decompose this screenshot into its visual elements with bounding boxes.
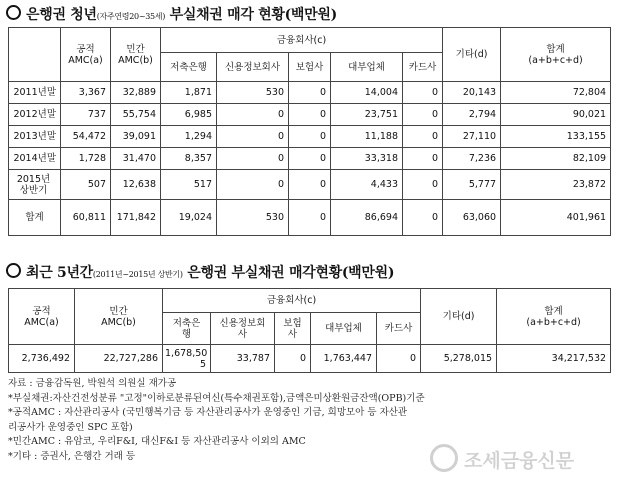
section1-table [8,27,611,236]
cell-public-amc: 3,367 [61,82,111,104]
cell-insurance: 0 [275,345,311,373]
source-note: 자료 : 금융감독원, 박원석 의원실 재가공 [8,378,177,389]
cell-insurance: 0 [289,148,331,170]
cell-public-amc: 2,736,492 [9,345,75,373]
cell-savings-bank: 19,024 [161,200,217,236]
table-row [9,170,611,200]
cell-lender: 86,694 [331,200,403,236]
header-card: 카드사 [377,313,421,345]
cell-insurance: 0 [289,82,331,104]
cell-total: 133,155 [501,126,611,148]
cell-insurance: 0 [289,126,331,148]
footnote: 리공사가 운영중인 SPC 포함) [8,421,133,433]
footnote: *부실채권:자산건전성분류 "고정"이하로분류된여신(특수채권포함),금액은미상환원금잔액(OPB)기준 [8,392,425,404]
cell-card: 0 [403,170,443,200]
cell-total: 401,961 [501,200,611,236]
header-savings-bank: 저축은 행 [163,313,211,345]
header-total: 합계 (a+b+c+d) [497,289,611,345]
watermark: 조세금융신문 [430,444,574,473]
cell-other: 63,060 [443,200,501,236]
cell-lender: 1,763,447 [311,345,377,373]
table-row [9,345,611,373]
cell-savings-bank: 6,985 [161,104,217,126]
footnote: *민간AMC : 유암코, 우리F&I, 대신F&I 등 자산관리공사 이외의 AMC [8,436,306,447]
cell-lender: 33,318 [331,148,403,170]
cell-savings-bank: 8,357 [161,148,217,170]
cell-total: 34,217,532 [497,345,611,373]
cell-savings-bank: 1,294 [161,126,217,148]
header-lender: 대부업체 [311,313,377,345]
circle-bullet-icon [6,5,21,20]
table-row [9,148,611,170]
cell-credit-info: 530 [217,200,289,236]
header-lender: 대부업체 [331,53,403,82]
cell-insurance: 0 [289,104,331,126]
header-other: 기타(d) [421,289,497,345]
cell-total: 90,021 [501,104,611,126]
cell-card: 0 [377,345,421,373]
header-private-amc: 민간 AMC(b) [75,289,163,345]
cell-credit-info: 0 [217,104,289,126]
cell-total: 23,872 [501,170,611,200]
cell-other: 20,143 [443,82,501,104]
table-row [9,104,611,126]
table-row [9,82,611,104]
header-credit-info: 신용정보회 사 [211,313,275,345]
cell-card: 0 [403,200,443,236]
cell-private-amc: 55,754 [111,104,161,126]
cell-public-amc: 737 [61,104,111,126]
cell-lender: 4,433 [331,170,403,200]
table-row [9,126,611,148]
header-card: 카드사 [403,53,443,82]
cell-other: 5,278,015 [421,345,497,373]
header-total: 합계 (a+b+c+d) [501,28,611,82]
cell-private-amc: 22,727,286 [75,345,163,373]
cell-other: 5,777 [443,170,501,200]
header-public-amc: 공적 AMC(a) [61,28,111,82]
section1-title: 은행권 청년(자주연령20~35세) 부실채권 매각 현황(백만원) [6,4,337,24]
cell-public-amc: 1,728 [61,148,111,170]
cell-lender: 14,004 [331,82,403,104]
cell-lender: 23,751 [331,104,403,126]
header-financial: 금융회사(c) [161,28,443,53]
header-other: 기타(d) [443,28,501,82]
total-row [9,200,611,236]
circle-bullet-icon [6,263,21,278]
cell-card: 0 [403,104,443,126]
cell-credit-info: 0 [217,148,289,170]
cell-credit-info: 0 [217,126,289,148]
header-insurance: 보험사 [289,53,331,82]
cell-other: 7,236 [443,148,501,170]
cell-credit-info: 33,787 [211,345,275,373]
cell-savings-bank: 1,871 [161,82,217,104]
cell-lender: 11,188 [331,126,403,148]
watermark-logo-icon [430,444,458,472]
row-label: 합계 [9,200,61,236]
cell-private-amc: 39,091 [111,126,161,148]
footnote: *공적AMC : 자산관리공사 (국민행복기금 등 자산관리공사가 운영중인 기금, 희망모아 등 자산관 [8,407,408,418]
corner-header-cell [9,28,61,82]
cell-insurance: 0 [289,200,331,236]
header-public-amc: 공적 AMC(a) [9,289,75,345]
footnote: *기타 : 증권사, 은행간 거래 등 [8,450,136,462]
cell-other: 2,794 [443,104,501,126]
cell-total: 72,804 [501,82,611,104]
cell-card: 0 [403,126,443,148]
header-savings-bank: 저축은행 [161,53,217,82]
cell-public-amc: 54,472 [61,126,111,148]
header-insurance: 보험 사 [275,313,311,345]
cell-private-amc: 31,470 [111,148,161,170]
header-private-amc: 민간 AMC(b) [111,28,161,82]
section2-title: 최근 5년간(2011년~2015년 상반기) 은행권 부실채권 매각현황(백만원) [6,262,394,282]
cell-credit-info: 530 [217,82,289,104]
cell-public-amc: 60,811 [61,200,111,236]
cell-card: 0 [403,148,443,170]
row-label: 2014년말 [9,148,61,170]
cell-private-amc: 32,889 [111,82,161,104]
row-label: 2012년말 [9,104,61,126]
row-label: 2013년말 [9,126,61,148]
cell-savings-bank: 517 [161,170,217,200]
header-credit-info: 신용정보회사 [217,53,289,82]
section2-table [8,288,611,373]
cell-public-amc: 507 [61,170,111,200]
header-financial: 금융회사(c) [163,289,421,313]
cell-insurance: 0 [289,170,331,200]
row-label: 2011년말 [9,82,61,104]
cell-credit-info: 0 [217,170,289,200]
row-label: 2015년 상반기 [9,170,61,200]
cell-total: 82,109 [501,148,611,170]
cell-private-amc: 171,842 [111,200,161,236]
cell-card: 0 [403,82,443,104]
cell-savings-bank: 1,678,50 5 [163,345,211,373]
cell-private-amc: 12,638 [111,170,161,200]
cell-other: 27,110 [443,126,501,148]
